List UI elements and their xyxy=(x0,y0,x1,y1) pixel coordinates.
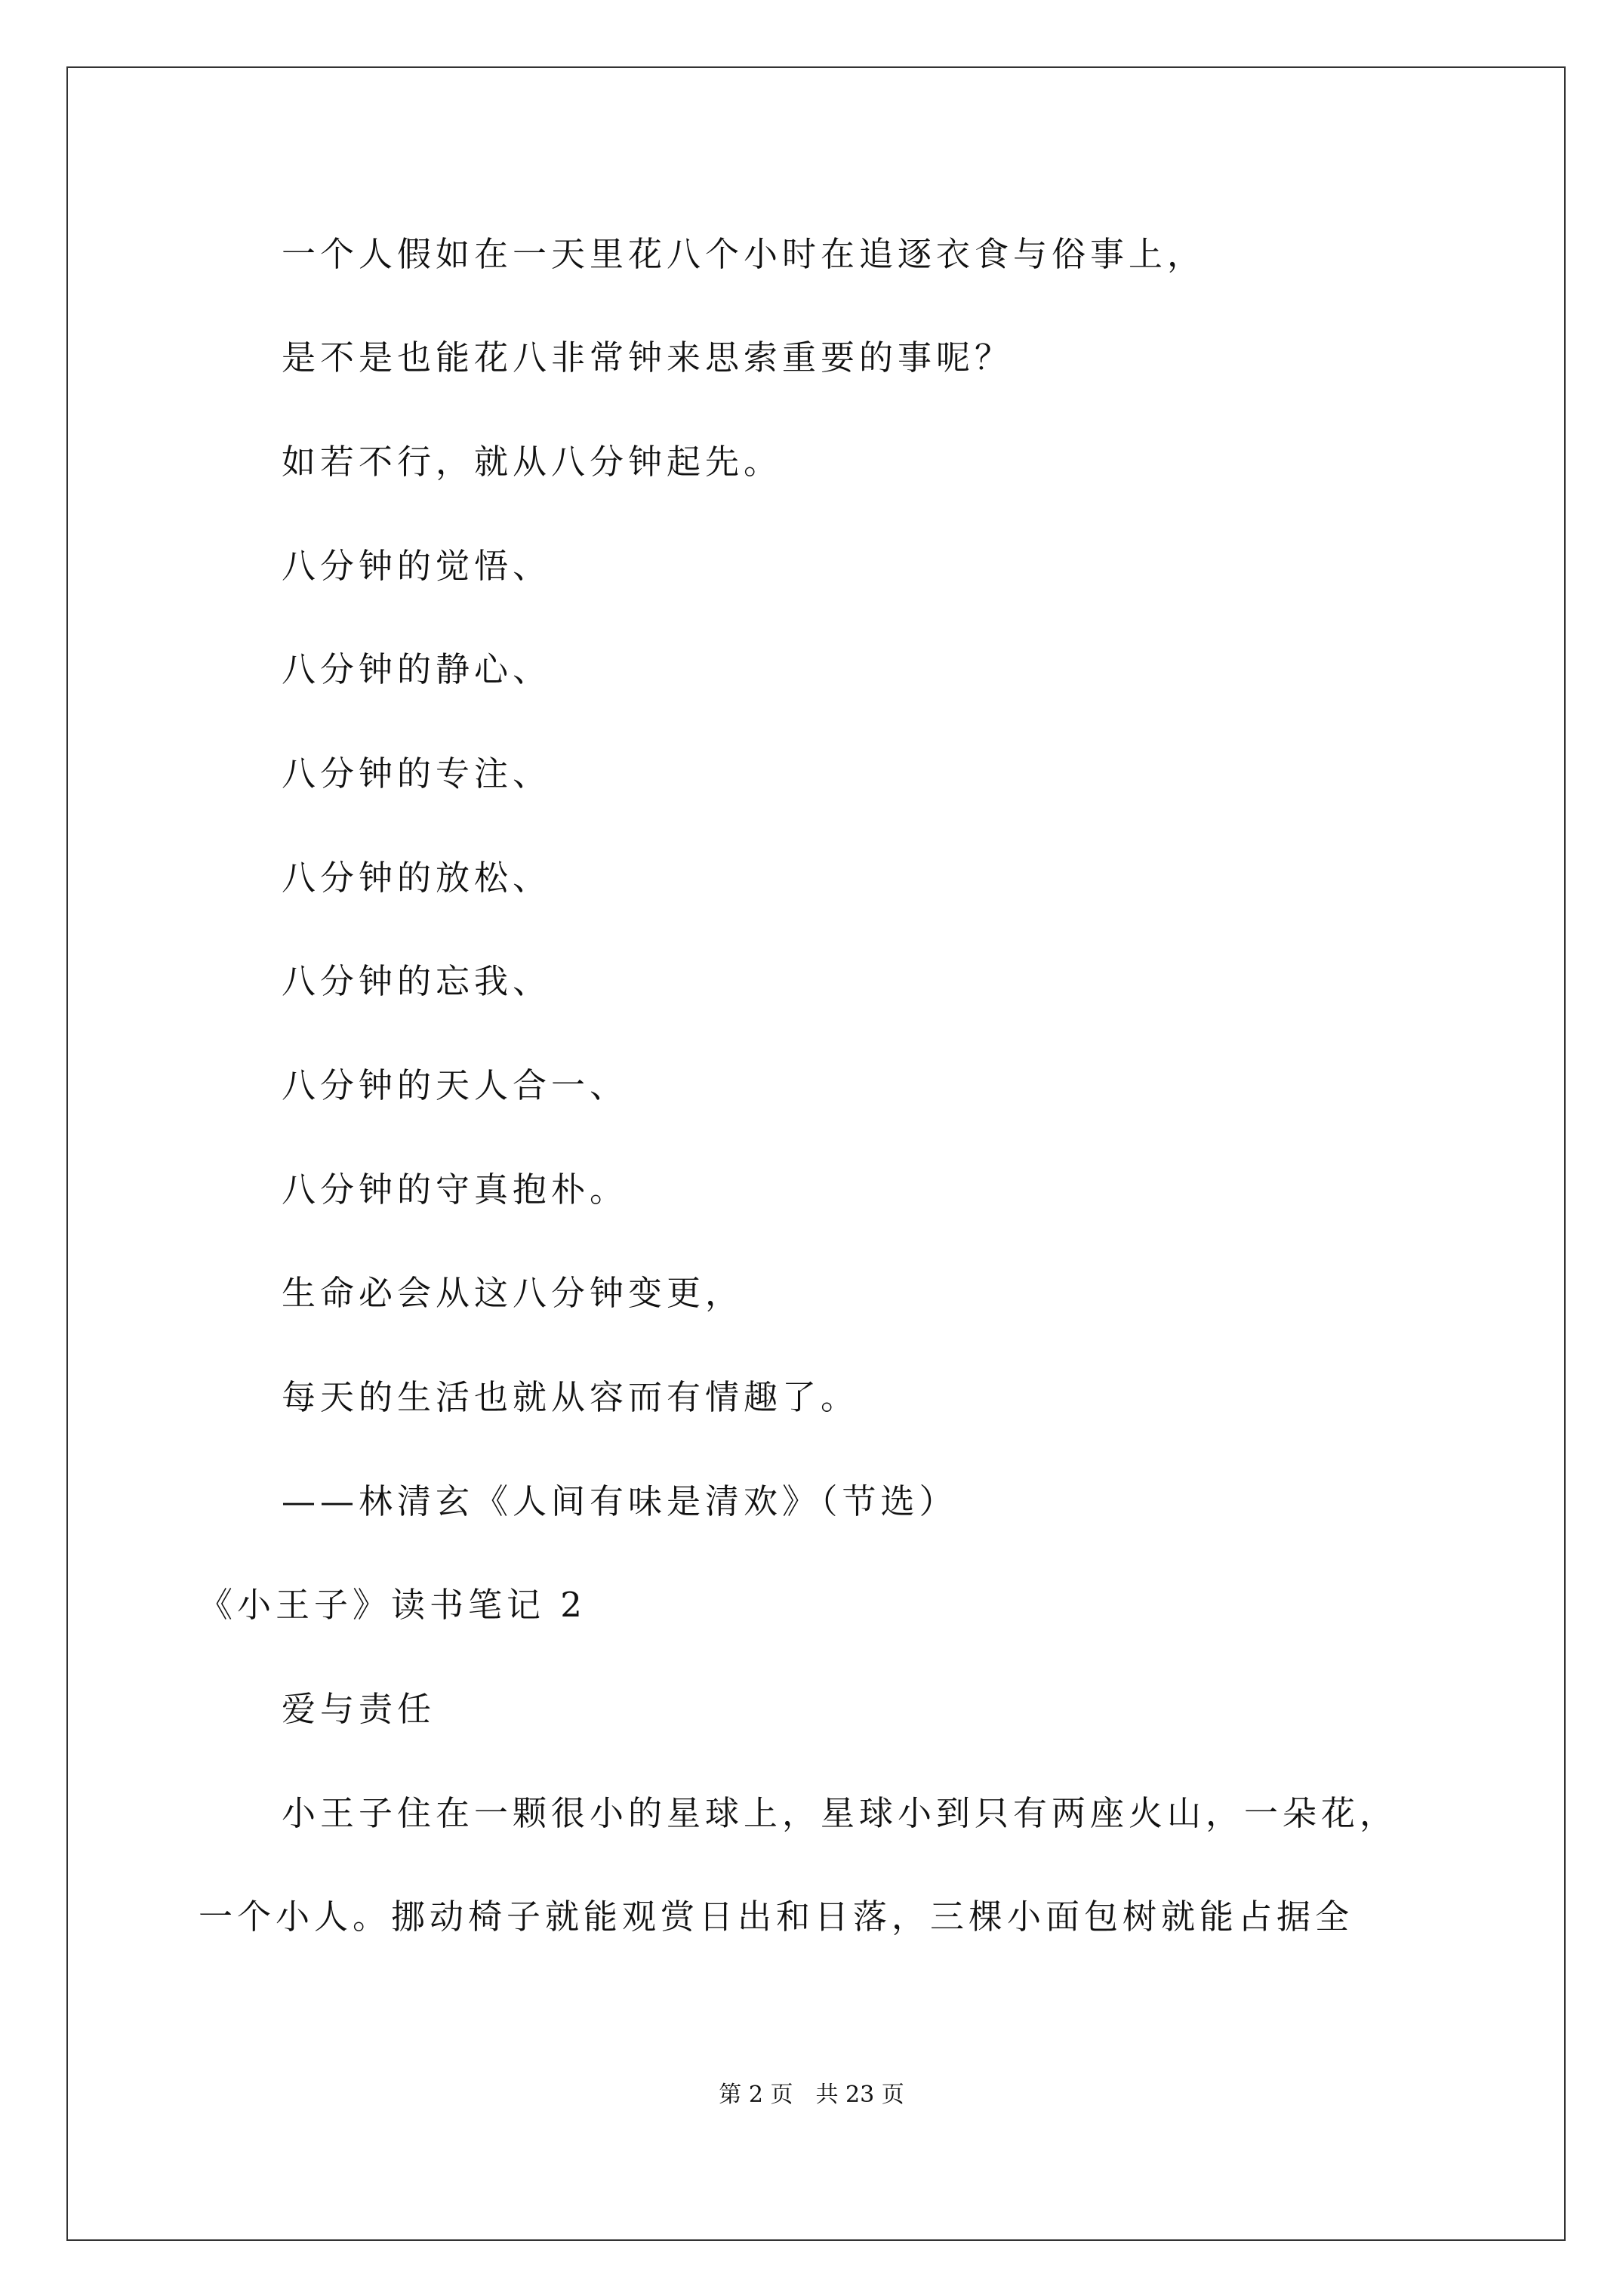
text-line: 八分钟的静心、 xyxy=(282,649,552,689)
text-line: 八分钟的专注、 xyxy=(282,754,552,794)
paragraph-line: 小王子住在一颗很小的星球上，星球小到只有两座火山，一朵花， xyxy=(282,1793,1399,1833)
page-number: 第 2 页 xyxy=(719,2082,793,2108)
quote-attribution: ——林清玄《人间有味是清欢》（节选） xyxy=(282,1481,958,1521)
text-line: 一个人假如在一天里花八个小时在追逐衣食与俗事上， xyxy=(282,234,1206,274)
text-line: 八分钟的放松、 xyxy=(282,858,552,898)
page-footer xyxy=(0,2080,1623,2110)
subheading: 爱与责任 xyxy=(282,1689,436,1729)
text-line: 八分钟的觉悟、 xyxy=(282,546,552,586)
section-title: 《小王子》读书笔记 2 xyxy=(199,1585,587,1625)
text-line: 是不是也能花八非常钟来思索重要的事呢？ xyxy=(282,337,1014,378)
total-pages: 共 23 页 xyxy=(815,2082,904,2108)
text-line: 八分钟的天人合一、 xyxy=(282,1065,629,1105)
text-line: 如若不行，就从八分钟起先。 xyxy=(282,442,783,482)
text-line: 每天的生活也就从容而有情趣了。 xyxy=(282,1377,860,1417)
text-line: 生命必会从这八分钟变更， xyxy=(282,1273,744,1313)
text-line: 八分钟的守真抱朴。 xyxy=(282,1170,629,1210)
text-line: 八分钟的忘我、 xyxy=(282,961,552,1001)
paragraph-line: 一个小人。挪动椅子就能观赏日出和日落，三棵小面包树就能占据全 xyxy=(199,1897,1354,1937)
